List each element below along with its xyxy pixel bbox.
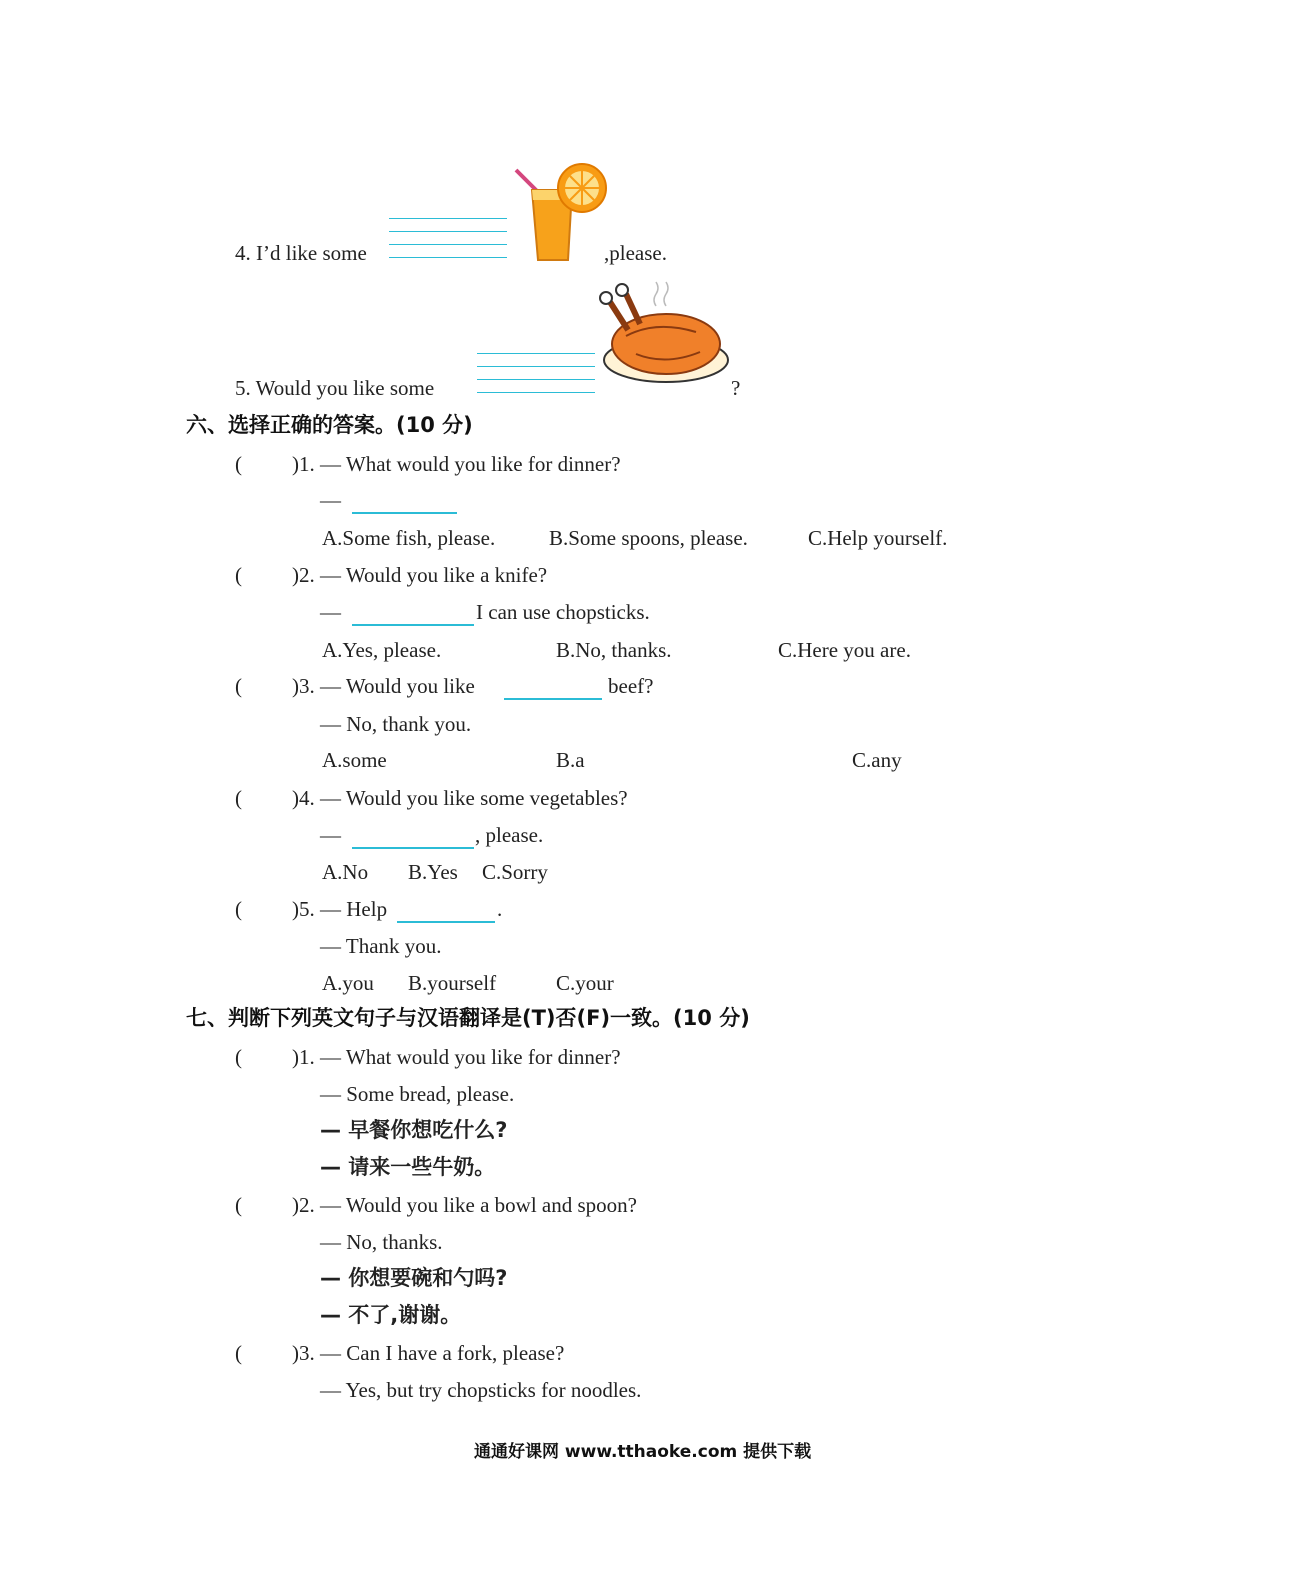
option-c: C.your <box>556 971 614 995</box>
option-a: A.Some fish, please. <box>322 526 496 550</box>
question-number: )3. <box>292 1341 315 1365</box>
question-blank[interactable] <box>397 921 495 923</box>
section7-heading: 七、判断下列英文句子与汉语翻译是(T)否(F)一致。(10 分) <box>186 1006 750 1030</box>
option-b: B.a <box>556 748 585 772</box>
question-number: )4. <box>292 786 315 810</box>
q5-suffix: ? <box>731 376 741 400</box>
question-number: )1. <box>292 452 315 476</box>
answer-suffix: , please. <box>475 823 544 847</box>
footer-text: 通通好课网 www.tthaoke.com 提供下载 <box>474 1442 812 1462</box>
q5-writing-lines[interactable] <box>477 353 595 395</box>
answer-paren[interactable]: ( <box>235 563 242 587</box>
section6-heading: 六、选择正确的答案。(10 分) <box>186 413 473 437</box>
english-line: — Some bread, please. <box>320 1082 515 1106</box>
q4-suffix: ,please. <box>604 241 667 265</box>
option-b: B.yourself <box>408 971 497 995</box>
answer-blank[interactable] <box>352 624 474 626</box>
chinese-line: — 不了,谢谢。 <box>320 1303 462 1327</box>
option-b: B.No, thanks. <box>556 638 672 662</box>
option-a: A.Yes, please. <box>322 638 442 662</box>
option-c: C.Here you are. <box>778 638 911 662</box>
q4-prefix: 4. I’d like some <box>235 241 367 265</box>
roast-chicken-icon <box>596 280 732 386</box>
option-c: C.any <box>852 748 902 772</box>
question-suffix: . <box>497 897 503 921</box>
question-number: )3. <box>292 674 315 698</box>
option-a: A.No <box>322 860 369 884</box>
english-line: — No, thanks. <box>320 1230 443 1254</box>
answer-paren[interactable]: ( <box>235 452 242 476</box>
question-number: )1. <box>292 1045 315 1069</box>
option-c: C.Sorry <box>482 860 548 884</box>
english-line: — Yes, but try chopsticks for noodles. <box>320 1378 642 1402</box>
orange-juice-icon <box>512 160 608 264</box>
answer-blank[interactable] <box>352 847 474 849</box>
answer-blank[interactable] <box>352 512 457 514</box>
question-number: )5. <box>292 897 315 921</box>
q4-writing-lines[interactable] <box>389 218 507 260</box>
q5-prefix: 5. Would you like some <box>235 376 435 400</box>
english-line: — Can I have a fork, please? <box>320 1341 565 1365</box>
english-line: — What would you like for dinner? <box>320 1045 621 1069</box>
answer-text: — Thank you. <box>320 934 442 958</box>
option-c: C.Help yourself. <box>808 526 948 550</box>
option-b: B.Yes <box>408 860 458 884</box>
chinese-line: — 早餐你想吃什么? <box>320 1118 508 1142</box>
english-line: — Would you like a bowl and spoon? <box>320 1193 637 1217</box>
answer-paren[interactable]: ( <box>235 1045 242 1069</box>
question-suffix: beef? <box>608 674 654 698</box>
answer-paren[interactable]: ( <box>235 786 242 810</box>
question-number: )2. <box>292 1193 315 1217</box>
answer-paren[interactable]: ( <box>235 1193 242 1217</box>
option-a: A.you <box>322 971 374 995</box>
option-b: B.Some spoons, please. <box>549 526 748 550</box>
question-blank[interactable] <box>504 698 602 700</box>
answer-paren[interactable]: ( <box>235 897 242 921</box>
question-text: — Would you like <box>320 674 475 698</box>
question-text: — Help <box>320 897 388 921</box>
chinese-line: — 请来一些牛奶。 <box>320 1155 496 1179</box>
question-text: — Would you like some vegetables? <box>320 786 628 810</box>
question-text: — What would you like for dinner? <box>320 452 621 476</box>
answer-paren[interactable]: ( <box>235 674 242 698</box>
question-text: — Would you like a knife? <box>320 563 548 587</box>
chinese-line: — 你想要碗和勺吗? <box>320 1266 508 1290</box>
answer-dash: — <box>320 488 341 512</box>
option-a: A.some <box>322 748 387 772</box>
answer-text: — No, thank you. <box>320 712 472 736</box>
question-number: )2. <box>292 563 315 587</box>
answer-paren[interactable]: ( <box>235 1341 242 1365</box>
answer-dash: — <box>320 823 341 847</box>
answer-dash: — <box>320 600 341 624</box>
answer-suffix: I can use chopsticks. <box>476 600 650 624</box>
